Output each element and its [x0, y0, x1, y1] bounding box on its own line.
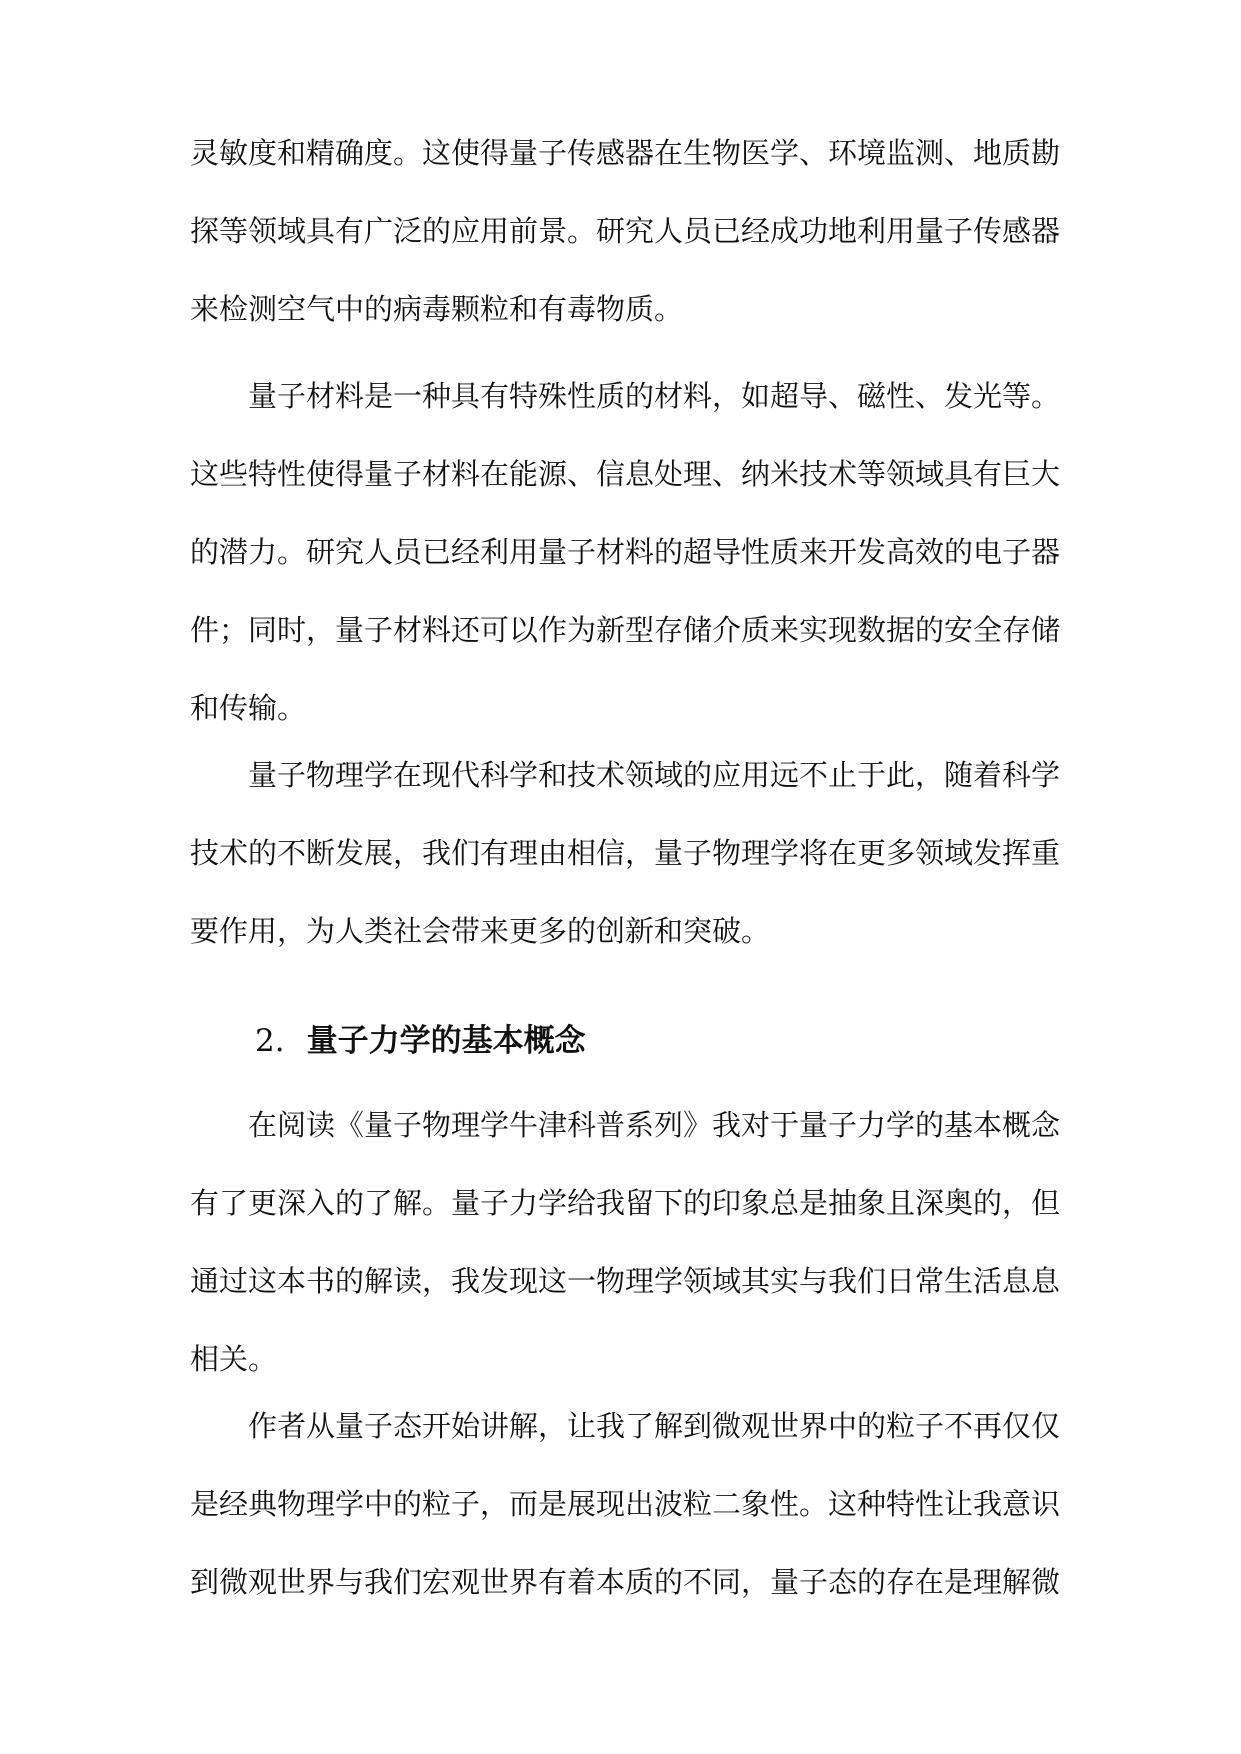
- text-line: 的潜力。研究人员已经利用量子材料的超导性质来开发高效的电子器: [190, 535, 1061, 569]
- text-line: 这些特性使得量子材料在能源、信息处理、纳米技术等领域具有巨大: [190, 457, 1061, 491]
- text-line: 相关。: [190, 1342, 278, 1376]
- section-heading: [255, 1020, 586, 1062]
- text-line: 探等领域具有广泛的应用前景。研究人员已经成功地利用量子传感器: [190, 214, 1061, 248]
- text-line: 作者从量子态开始讲解，让我了解到微观世界中的粒子不再仅仅: [248, 1409, 1061, 1443]
- text-line: 量子材料是一种具有特殊性质的材料，如超导、磁性、发光等。: [248, 379, 1061, 413]
- text-line: 有了更深入的了解。量子力学给我留下的印象总是抽象且深奥的，但: [190, 1186, 1061, 1220]
- text-line: 要作用，为人类社会带来更多的创新和突破。: [190, 914, 771, 948]
- section-number: 2.: [255, 1023, 285, 1059]
- text-line: 技术的不断发展，我们有理由相信，量子物理学将在更多领域发挥重: [190, 836, 1061, 870]
- text-line: 和传输。: [190, 691, 307, 725]
- text-line: 件；同时，量子材料还可以作为新型存储介质来实现数据的安全存储: [190, 613, 1061, 647]
- text-line: 到微观世界与我们宏观世界有着本质的不同，量子态的存在是理解微: [190, 1565, 1061, 1599]
- text-line: 通过这本书的解读，我发现这一物理学领域其实与我们日常生活息息: [190, 1264, 1061, 1298]
- section-title: 量子力学的基本概念: [306, 1023, 586, 1059]
- text-line: 灵敏度和精确度。这使得量子传感器在生物医学、环境监测、地质勘: [190, 136, 1061, 170]
- text-line: 量子物理学在现代科学和技术领域的应用远不止于此，随着科学: [248, 758, 1061, 792]
- text-line: 是经典物理学中的粒子，而是展现出波粒二象性。这种特性让我意识: [190, 1487, 1061, 1521]
- text-line: 在阅读《量子物理学牛津科普系列》我对于量子力学的基本概念: [248, 1108, 1061, 1142]
- text-line: 来检测空气中的病毒颗粒和有毒物质。: [190, 292, 684, 326]
